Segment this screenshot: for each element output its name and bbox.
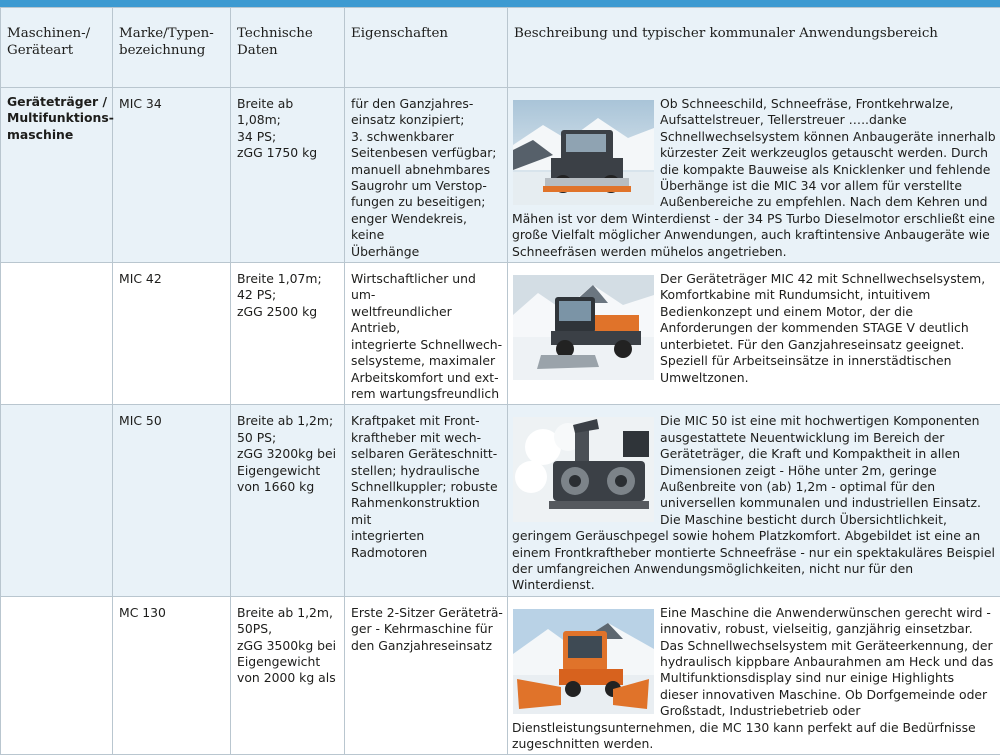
description-cell <box>508 263 1000 405</box>
description-cell <box>508 596 1000 755</box>
model-cell: MIC 42 <box>113 263 231 405</box>
mic42-machine-photo <box>513 275 654 380</box>
description-text: Die MIC 50 ist eine mit hochwertigen Komponenten ausgestattete Neuentwicklung im Bereich der Geräteträger, die Kraft und Kompaktheit in allen Dimensionen zeigt - Höhe unter 2m, geringe Außenbreite von (ab) 1,2m - optimal für den universellen kommunalen und industriellen Einsatz. Die Maschine besticht durch Übersichtlichkeit, geringem Geräuschpegel sowie hohem Platzkomfort. Abgebildet ist eine an einem Frontkraftheber montierte Schneefräse - nur ein spektakuläres Beispiel der umfangreichen Anwendungsmöglichkeiten, nicht nur für den Winterdienst. <box>512 413 995 592</box>
mic50-snowblower-photo <box>513 417 654 522</box>
category-cell-empty <box>1 263 113 405</box>
top-accent-bar <box>0 0 1000 7</box>
header-brand-type: Marke/Typen- bezeichnung <box>113 8 231 88</box>
header-machine-type: Maschinen-/ Geräteart <box>1 8 113 88</box>
tech-data-cell: Breite ab 1,2m; 50 PS; zGG 3200kg bei Eigengewicht von 1660 kg <box>231 405 345 596</box>
header-properties: Eigenschaften <box>345 8 508 88</box>
description-cell <box>508 405 1000 596</box>
properties-cell <box>345 263 508 405</box>
header-description: Beschreibung und typischer kommunaler Anwendungsbereich <box>508 8 1000 88</box>
model-cell: MIC 34 <box>113 88 231 263</box>
table-row <box>1 263 1000 405</box>
tech-data-cell: Breite 1,07m; 42 PS; zGG 2500 kg <box>231 263 345 405</box>
model-cell: MIC 50 <box>113 405 231 596</box>
table-header-row <box>1 8 1000 88</box>
mic34-machine-photo <box>513 100 654 205</box>
table-row <box>1 88 1000 263</box>
description-cell <box>508 88 1000 263</box>
properties-cell <box>345 88 508 263</box>
model-cell: MC 130 <box>113 596 231 755</box>
properties-cell <box>345 405 508 596</box>
properties-cell <box>345 596 508 755</box>
table-row <box>1 596 1000 755</box>
machine-comparison-table <box>0 7 1000 755</box>
table-row <box>1 405 1000 596</box>
tech-data-cell: Breite ab 1,08m; 34 PS; zGG 1750 kg <box>231 88 345 263</box>
category-cell: Geräteträger / Multifunktions- maschine <box>1 88 113 263</box>
properties-text: Wirtschaftlicher und um- weltfreundlicher Antrieb, integrierte Schnellwech- selsysteme, maximaler Arbeitskomfort und ext- rem wartungsfreundlich <box>351 271 502 401</box>
tech-data-cell: Breite ab 1,2m, 50PS, zGG 3500kg bei Eigengewicht von 2000 kg als <box>231 596 345 755</box>
description-text: Eine Maschine die Anwenderwünschen gerecht wird - innovativ, robust, vielseitig, ganzjährig einsetzbar. Das Schnellwechselsystem mit Geräteerkennung, der hydraulisch kippbare Anbaurahmen am Heck und das Multifunktionsdisplay sind nur einige Highlights dieser innovativen Maschine. Ob Dorfgemeinde oder Großstadt, Industriebetrieb oder Dienstleistungsunternehmen, die MC 130 kann perfekt auf die Bedürfnisse zugeschnitten werden. <box>512 605 993 751</box>
properties-text: Erste 2-Sitzer Geräteträ- ger - Kehrmaschine für den Ganzjahreseinsatz <box>351 605 503 653</box>
properties-text: Kraftpaket mit Front- kraftheber mit wech- selbaren Geräteschnitt- stellen; hydraulische Schnellkuppler; robuste Rahmenkonstruktion mit integrierten Radmotoren <box>351 413 498 559</box>
mc130-machine-photo <box>513 609 654 714</box>
header-technical-data: Technische Daten <box>231 8 345 88</box>
properties-text: für den Ganzjahres- einsatz konzipiert; 3. schwenkbarer Seitenbesen verfügbar; manuell abnehmbares Saugrohr um Verstop- fungen zu beseitigen; enger Wendekreis, keine Überhänge <box>351 96 496 259</box>
category-cell-empty <box>1 596 113 755</box>
description-text: Ob Schneeschild, Schneefräse, Frontkehrwalze, Aufsattelstreuer, Tellerstreuer …..danke Schnellwechselsystem können Anbaugeräte innerhalb kürzester Zeit werkzeuglos getauscht werden. Durch die kompakte Bauweise als Knicklenker und fehlende Überhänge ist die MIC 34 vor allem für verstellte Außenbereiche zu empfehlen. Nach dem Kehren und Mähen ist vor dem Winterdienst - der 34 PS Turbo Dieselmotor erschließt eine große Vielfalt möglicher Anwendungen, auch kraftintensive Anbaugeräte wie Schneefräsen werden mühelos angetrieben. <box>512 96 996 259</box>
description-text: Der Geräteträger MIC 42 mit Schnellwechselsystem, Komfortkabine mit Rundumsicht, intuitivem Bedienkonzept und einem Motor, der die Anforderungen der kommenden STAGE V deutlich unterbietet. Für den Ganzjahreseinsatz geeignet. Speziell für Arbeitseinsätze in innerstädtischen Umweltzonen. <box>660 271 985 384</box>
category-cell-empty <box>1 405 113 596</box>
